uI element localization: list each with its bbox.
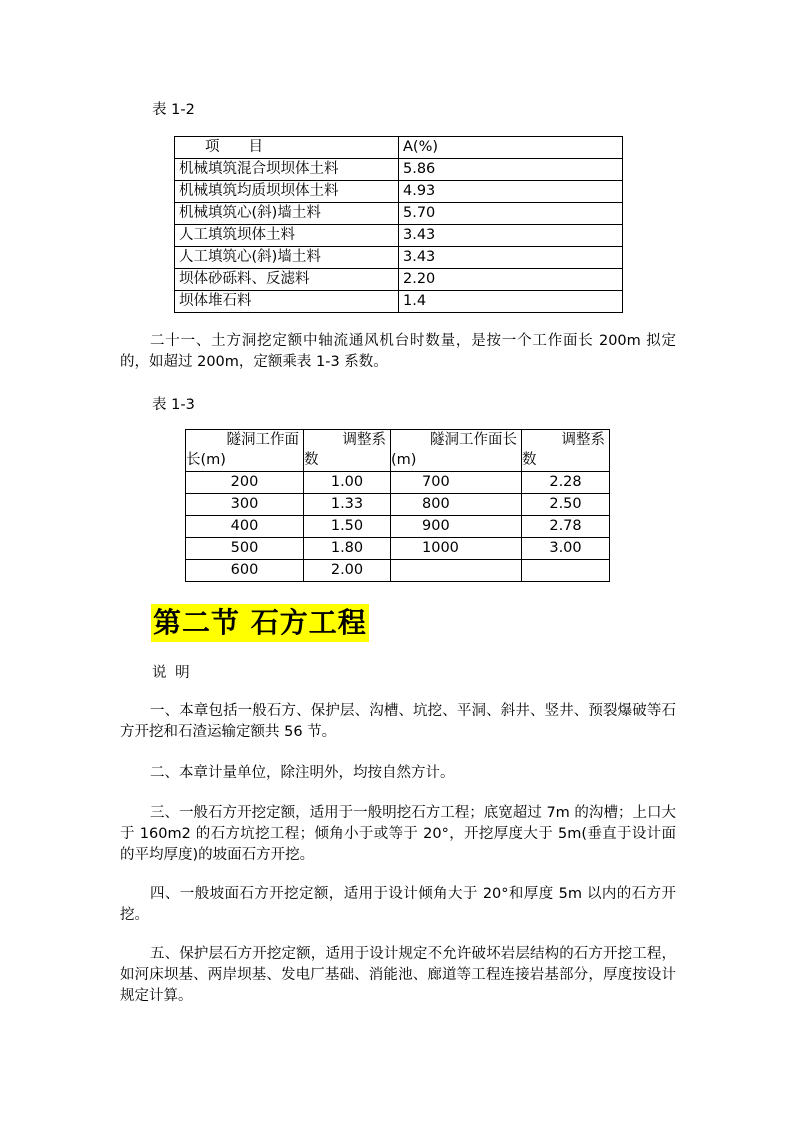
table-cell: 3.43 (399, 225, 623, 247)
table-header-cell (186, 430, 304, 472)
table-1-2-label: 表 1-2 (152, 102, 195, 118)
table-header-cell: A(%) (399, 137, 623, 159)
table-1-2 (174, 136, 623, 313)
table-cell (391, 560, 522, 582)
table-cell: 300 (186, 494, 304, 516)
header-text: 长(m) (186, 452, 226, 468)
table-header-cell: 项 目 (175, 137, 399, 159)
paragraph: 一、本章包括一般石方、保护层、沟槽、坑挖、平洞、斜井、竖井、预裂爆破等石方开挖和石渣运输定额共 56 节。 (120, 703, 676, 740)
table-row (186, 560, 610, 582)
header-text: 数 (522, 452, 537, 468)
paragraph: 四、一般坡面石方开挖定额，适用于设计倾角大于 20°和厚度 5m 以内的石方开挖。 (120, 886, 676, 923)
paragraph: 五、保护层石方开挖定额，适用于设计规定不允许破坏岩层结构的石方开挖工程，如河床坝基、两岸坝基、发电厂基础、消能池、廊道等工程连接岩基部分，厚度按设计规定计算。 (120, 946, 676, 1004)
table-cell: 坝体堆石料 (175, 291, 399, 313)
table-cell: 1.33 (304, 494, 391, 516)
header-text: 隧洞工作面长 (430, 432, 517, 448)
table-1-3-label: 表 1-3 (152, 397, 195, 413)
header-text: 调整系 (342, 432, 386, 448)
table-header-cell (391, 430, 522, 472)
table-cell: 人工填筑心(斜)墙土料 (175, 247, 399, 269)
table-row (175, 225, 623, 247)
header-text: (m) (391, 452, 417, 468)
table-row (175, 159, 623, 181)
table-cell: 机械填筑混合坝坝体土料 (175, 159, 399, 181)
table-cell: 3.43 (399, 247, 623, 269)
table-header-cell (304, 430, 391, 472)
table-cell (522, 560, 610, 582)
table-row (175, 291, 623, 313)
table-1-3 (185, 429, 610, 582)
table-cell: 400 (186, 516, 304, 538)
table-cell: 5.70 (399, 203, 623, 225)
table-row (186, 472, 610, 494)
table-cell: 2.78 (522, 516, 610, 538)
section-title: 第二节 石方工程 (151, 604, 369, 642)
table-cell: 500 (186, 538, 304, 560)
table-cell: 2.50 (522, 494, 610, 516)
table-cell: 600 (186, 560, 304, 582)
table-row (175, 203, 623, 225)
table-header-cell (522, 430, 610, 472)
paragraph: 二、本章计量单位，除注明外，均按自然方计。 (150, 765, 455, 781)
paragraph-21: 二十一、土方洞挖定额中轴流通风机台时数量，是按一个工作面长 200m 拟定的，如超过 200m，定额乘表 1-3 系数。 (120, 333, 676, 370)
table-cell: 1.50 (304, 516, 391, 538)
table-cell: 700 (391, 472, 522, 494)
table-cell: 5.86 (399, 159, 623, 181)
section-subtitle: 说 明 (152, 665, 192, 681)
table-cell: 800 (391, 494, 522, 516)
table-cell: 1.4 (399, 291, 623, 313)
table-cell: 1.00 (304, 472, 391, 494)
header-text: 调整系 (561, 432, 605, 448)
table-cell: 坝体砂砾料、反滤料 (175, 269, 399, 291)
table-cell: 1000 (391, 538, 522, 560)
header-text: 隧洞工作面 (226, 432, 299, 448)
table-cell: 900 (391, 516, 522, 538)
table-cell: 机械填筑心(斜)墙土料 (175, 203, 399, 225)
table-row (175, 269, 623, 291)
table-row (175, 247, 623, 269)
table-cell: 200 (186, 472, 304, 494)
table-header-row (175, 137, 623, 159)
table-row (186, 494, 610, 516)
header-text: 数 (304, 452, 319, 468)
table-header-row (186, 430, 610, 472)
table-cell: 机械填筑均质坝坝体土料 (175, 181, 399, 203)
table-cell: 2.28 (522, 472, 610, 494)
table-cell: 3.00 (522, 538, 610, 560)
table-row (175, 181, 623, 203)
table-row (186, 538, 610, 560)
table-row (186, 516, 610, 538)
table-cell: 2.00 (304, 560, 391, 582)
table-cell: 人工填筑坝体土料 (175, 225, 399, 247)
table-cell: 1.80 (304, 538, 391, 560)
table-cell: 4.93 (399, 181, 623, 203)
paragraph: 三、一般石方开挖定额，适用于一般明挖石方工程；底宽超过 7m 的沟槽；上口大于 160m2 的石方坑挖工程；倾角小于或等于 20°，开挖厚度大于 5m(垂直于设计面的平均厚度)的坡面石方开挖。 (120, 805, 676, 863)
table-cell: 2.20 (399, 269, 623, 291)
